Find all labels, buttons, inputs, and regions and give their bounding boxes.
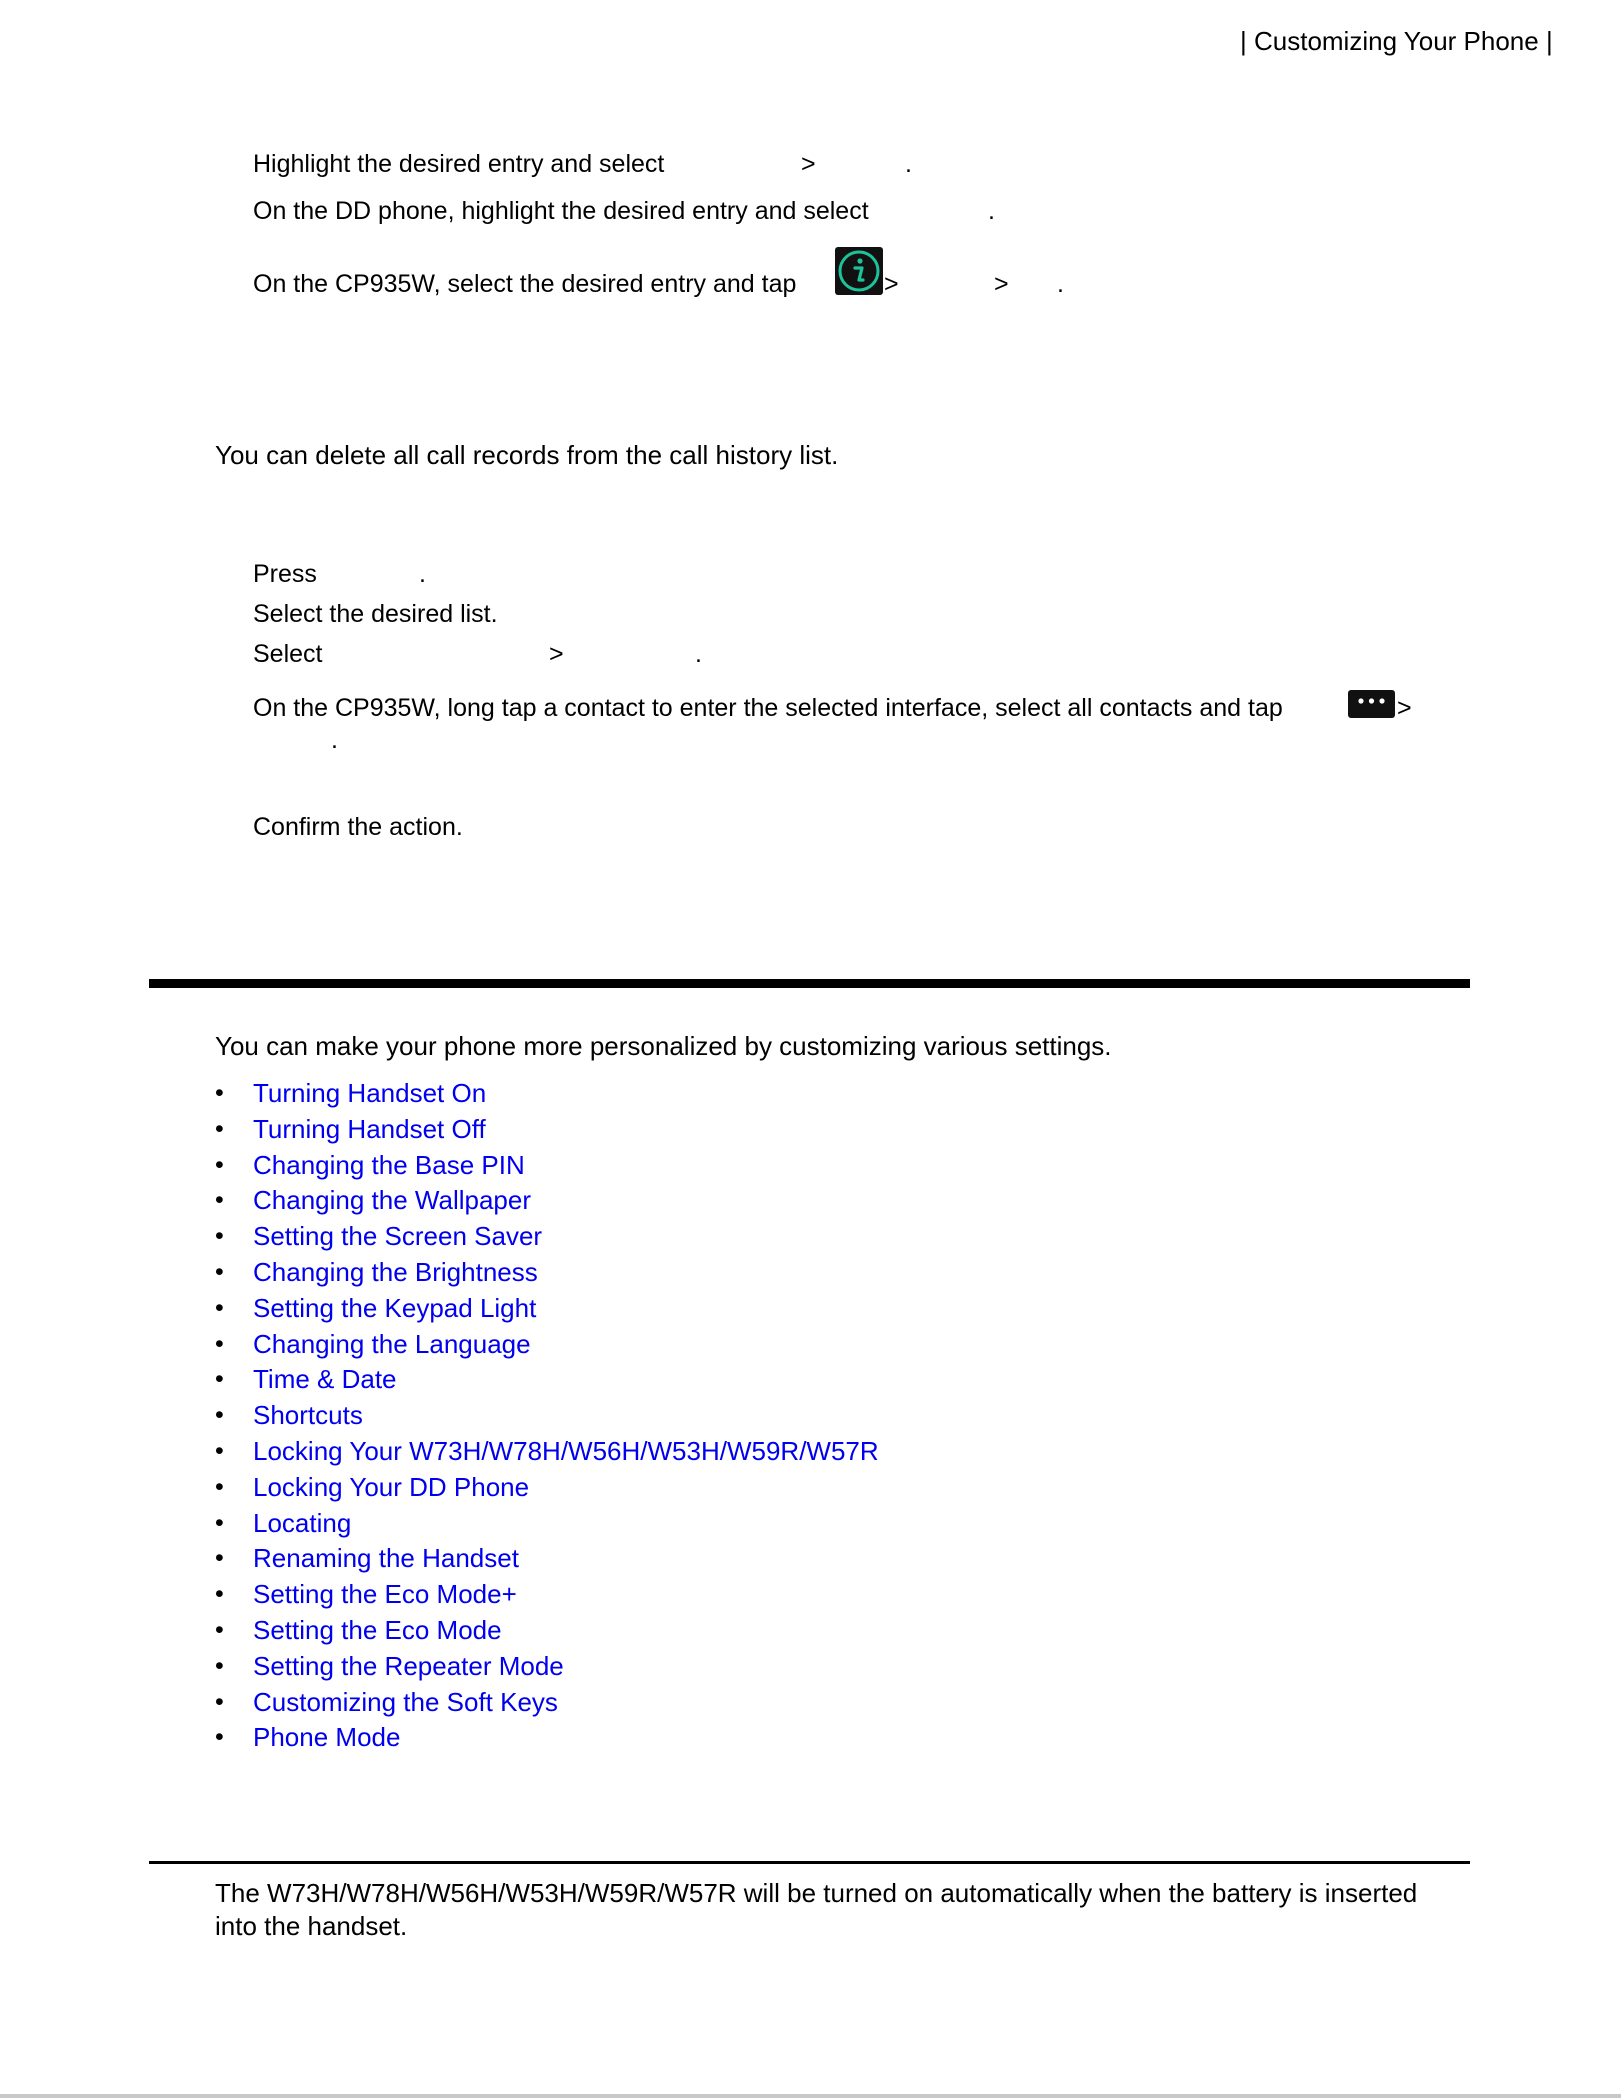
link-changing-brightness[interactable]: Changing the Brightness bbox=[253, 1256, 538, 1287]
list-item bbox=[215, 1258, 879, 1294]
bullet: • bbox=[215, 1651, 224, 1680]
link-turning-handset-off[interactable]: Turning Handset Off bbox=[253, 1113, 486, 1144]
list-item bbox=[215, 1330, 879, 1366]
bullet: • bbox=[215, 1257, 224, 1286]
list-item bbox=[215, 1294, 879, 1330]
list-item bbox=[215, 1580, 879, 1616]
menu-separator: > bbox=[994, 270, 1009, 298]
more-icon[interactable] bbox=[1348, 690, 1395, 718]
link-phone-mode[interactable]: Phone Mode bbox=[253, 1722, 401, 1753]
period: . bbox=[331, 726, 338, 754]
period: . bbox=[905, 150, 912, 178]
step-select: Select bbox=[253, 640, 323, 668]
list-item bbox=[215, 1437, 879, 1473]
link-setting-eco-mode[interactable]: Setting the Eco Mode bbox=[253, 1614, 502, 1645]
page-bottom-edge bbox=[0, 2094, 1621, 2098]
delete-all-intro: You can delete all call records from the call history list. bbox=[215, 440, 839, 470]
link-changing-language[interactable]: Changing the Language bbox=[253, 1328, 531, 1359]
step-highlight-entry: Highlight the desired entry and select bbox=[253, 150, 665, 178]
link-setting-keypad-light[interactable]: Setting the Keypad Light bbox=[253, 1292, 537, 1323]
bullet: • bbox=[215, 1615, 224, 1644]
list-item bbox=[215, 1723, 879, 1759]
link-setting-eco-mode-plus[interactable]: Setting the Eco Mode+ bbox=[253, 1579, 517, 1610]
step-cp935w-delete-all: On the CP935W, long tap a contact to enter the selected interface, select all contacts and tap bbox=[253, 694, 1283, 722]
step-cp935w: On the CP935W, select the desired entry and tap bbox=[253, 270, 797, 298]
list-item bbox=[215, 1616, 879, 1652]
bullet: • bbox=[215, 1365, 224, 1394]
topic-link-list bbox=[215, 1079, 879, 1759]
period: . bbox=[695, 640, 702, 668]
link-customizing-soft-keys[interactable]: Customizing the Soft Keys bbox=[253, 1686, 558, 1717]
bullet: • bbox=[215, 1723, 224, 1752]
period: . bbox=[988, 197, 995, 225]
section-divider bbox=[149, 1861, 1470, 1864]
bullet: • bbox=[215, 1401, 224, 1430]
link-setting-repeater-mode[interactable]: Setting the Repeater Mode bbox=[253, 1650, 564, 1681]
link-time-date[interactable]: Time & Date bbox=[253, 1364, 397, 1395]
link-locking-handset[interactable]: Locking Your W73H/W78H/W56H/W53H/W59R/W57R bbox=[253, 1435, 879, 1466]
link-locking-dd-phone[interactable]: Locking Your DD Phone bbox=[253, 1471, 530, 1502]
turning-on-text-line1: The W73H/W78H/W56H/W53H/W59R/W57R will be turned on automatically when the battery is inserted bbox=[215, 1878, 1418, 1908]
menu-separator: > bbox=[801, 150, 816, 178]
link-renaming-handset[interactable]: Renaming the Handset bbox=[253, 1543, 519, 1574]
bullet: • bbox=[215, 1222, 224, 1251]
list-item bbox=[215, 1151, 879, 1187]
link-locating[interactable]: Locating bbox=[253, 1507, 352, 1538]
bullet: • bbox=[215, 1436, 224, 1465]
step-press: Press bbox=[253, 560, 317, 588]
bullet: • bbox=[215, 1329, 224, 1358]
bullet: • bbox=[215, 1114, 224, 1143]
bullet: • bbox=[215, 1687, 224, 1716]
turning-on-text-line2: into the handset. bbox=[215, 1911, 408, 1941]
bullet: • bbox=[215, 1150, 224, 1179]
bullet: • bbox=[215, 1544, 224, 1573]
list-item bbox=[215, 1222, 879, 1258]
list-item bbox=[215, 1652, 879, 1688]
chapter-divider bbox=[149, 979, 1470, 988]
info-icon[interactable] bbox=[835, 247, 883, 295]
list-item bbox=[215, 1544, 879, 1580]
list-item bbox=[215, 1079, 879, 1115]
menu-separator: > bbox=[549, 640, 564, 668]
customizing-intro: You can make your phone more personalized by customizing various settings. bbox=[215, 1031, 1112, 1061]
step-confirm: Confirm the action. bbox=[253, 813, 463, 841]
menu-separator: > bbox=[884, 270, 899, 298]
link-changing-base-pin[interactable]: Changing the Base PIN bbox=[253, 1149, 525, 1180]
bullet: • bbox=[215, 1580, 224, 1609]
bullet: • bbox=[215, 1079, 224, 1107]
menu-separator: > bbox=[1397, 694, 1412, 722]
bullet: • bbox=[215, 1472, 224, 1501]
step-dd-phone: On the DD phone, highlight the desired entry and select bbox=[253, 197, 869, 225]
link-setting-screen-saver[interactable]: Setting the Screen Saver bbox=[253, 1221, 543, 1252]
list-item bbox=[215, 1688, 879, 1724]
list-item bbox=[215, 1186, 879, 1222]
list-item bbox=[215, 1509, 879, 1545]
list-item bbox=[215, 1365, 879, 1401]
bullet: • bbox=[215, 1508, 224, 1537]
list-item bbox=[215, 1115, 879, 1151]
step-select-list: Select the desired list. bbox=[253, 600, 498, 628]
list-item bbox=[215, 1401, 879, 1437]
link-changing-wallpaper[interactable]: Changing the Wallpaper bbox=[253, 1185, 531, 1216]
bullet: • bbox=[215, 1186, 224, 1215]
link-turning-handset-on[interactable]: Turning Handset On bbox=[253, 1078, 487, 1108]
list-item bbox=[215, 1473, 879, 1509]
running-header: | Customizing Your Phone | bbox=[1240, 26, 1553, 56]
link-shortcuts[interactable]: Shortcuts bbox=[253, 1400, 363, 1431]
period: . bbox=[419, 560, 426, 588]
period: . bbox=[1057, 270, 1064, 298]
bullet: • bbox=[215, 1293, 224, 1322]
